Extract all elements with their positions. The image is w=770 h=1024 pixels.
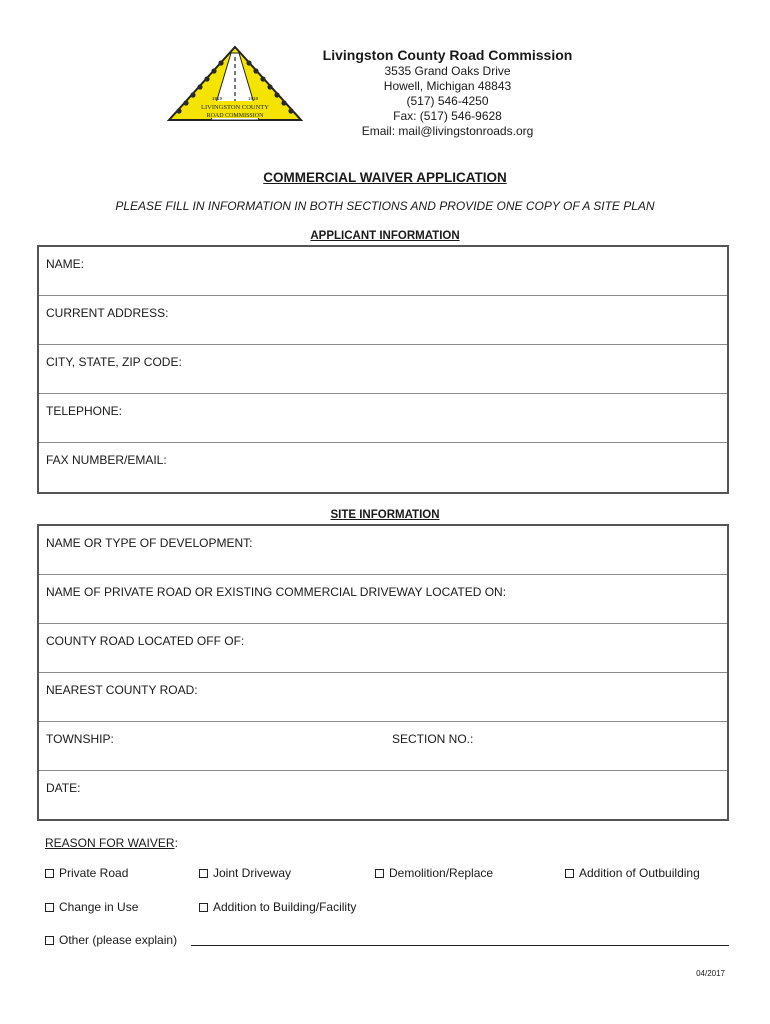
checkbox-icon[interactable] — [45, 936, 54, 945]
form-title: COMMERCIAL WAIVER APPLICATION — [263, 170, 507, 185]
fax-number: Fax: (517) 546-9628 — [393, 109, 502, 123]
revision-date: 04/2017 — [696, 969, 725, 978]
svg-text:1919: 1919 — [211, 96, 223, 101]
applicant-section-heading: APPLICANT INFORMATION — [310, 230, 460, 242]
name-field[interactable] — [39, 247, 727, 296]
current-address-field[interactable] — [39, 296, 727, 345]
development-label: NAME OR TYPE OF DEVELOPMENT: — [46, 536, 253, 550]
option-change-in-use[interactable]: Change in Use — [45, 900, 138, 914]
fax-email-field[interactable] — [39, 443, 727, 492]
reason-for-waiver-title: REASON FOR WAIVER: — [45, 836, 178, 850]
site-section-heading: SITE INFORMATION — [330, 509, 440, 521]
county-road-off-field[interactable] — [39, 624, 727, 673]
option-addition-of-outbuilding[interactable]: Addition of Outbuilding — [565, 866, 700, 880]
date-label: DATE: — [46, 781, 81, 795]
other-explanation-line[interactable] — [191, 945, 729, 946]
nearest-county-road-label: NEAREST COUNTY ROAD: — [46, 683, 198, 697]
county-road-off-label: COUNTY ROAD LOCATED OFF OF: — [46, 634, 245, 648]
option-joint-driveway[interactable]: Joint Driveway — [199, 866, 291, 880]
checkbox-icon[interactable] — [565, 869, 574, 878]
private-road-field[interactable] — [39, 575, 727, 624]
phone-number: (517) 546-4250 — [406, 94, 489, 108]
checkbox-icon[interactable] — [45, 869, 54, 878]
telephone-field[interactable] — [39, 394, 727, 443]
checkbox-icon[interactable] — [45, 903, 54, 912]
checkbox-icon[interactable] — [199, 903, 208, 912]
fax-email-label: FAX NUMBER/EMAIL: — [46, 453, 167, 467]
development-field[interactable] — [39, 526, 727, 575]
road-commission-logo — [165, 45, 305, 123]
organization-name: Livingston County Road Commission — [322, 47, 573, 63]
section-number-label: SECTION NO.: — [392, 732, 474, 746]
svg-text:ROAD COMMISSION: ROAD COMMISSION — [206, 113, 264, 119]
checkbox-icon[interactable] — [199, 869, 208, 878]
nearest-county-road-field[interactable] — [39, 673, 727, 722]
svg-text:LIVINGSTON COUNTY: LIVINGSTON COUNTY — [201, 104, 269, 111]
svg-text:1919: 1919 — [247, 96, 259, 101]
email-address: Email: mail@livingstonroads.org — [361, 124, 534, 138]
form-instruction: PLEASE FILL IN INFORMATION IN BOTH SECTIONS AND PROVIDE ONE COPY OF A SITE PLAN — [115, 199, 655, 213]
applicant-info-box — [37, 245, 729, 494]
township-section-row[interactable] — [39, 722, 727, 771]
current-address-label: CURRENT ADDRESS: — [46, 306, 169, 320]
address-line-2: Howell, Michigan 48843 — [383, 79, 512, 93]
option-other[interactable]: Other (please explain) — [45, 933, 177, 947]
city-state-zip-label: CITY, STATE, ZIP CODE: — [46, 355, 182, 369]
option-demolition-replace[interactable]: Demolition/Replace — [375, 866, 493, 880]
address-line-1: 3535 Grand Oaks Drive — [384, 64, 511, 78]
city-state-zip-field[interactable] — [39, 345, 727, 394]
checkbox-icon[interactable] — [375, 869, 384, 878]
option-private-road[interactable]: Private Road — [45, 866, 128, 880]
telephone-label: TELEPHONE: — [46, 404, 123, 418]
private-road-label: NAME OF PRIVATE ROAD OR EXISTING COMMERCIAL DRIVEWAY LOCATED ON: — [46, 585, 507, 599]
name-label: NAME: — [46, 257, 85, 271]
date-field[interactable] — [39, 771, 727, 820]
option-addition-to-building[interactable]: Addition to Building/Facility — [199, 900, 356, 914]
letterhead — [300, 46, 595, 139]
site-info-box — [37, 524, 729, 821]
township-label: TOWNSHIP: — [46, 732, 114, 746]
